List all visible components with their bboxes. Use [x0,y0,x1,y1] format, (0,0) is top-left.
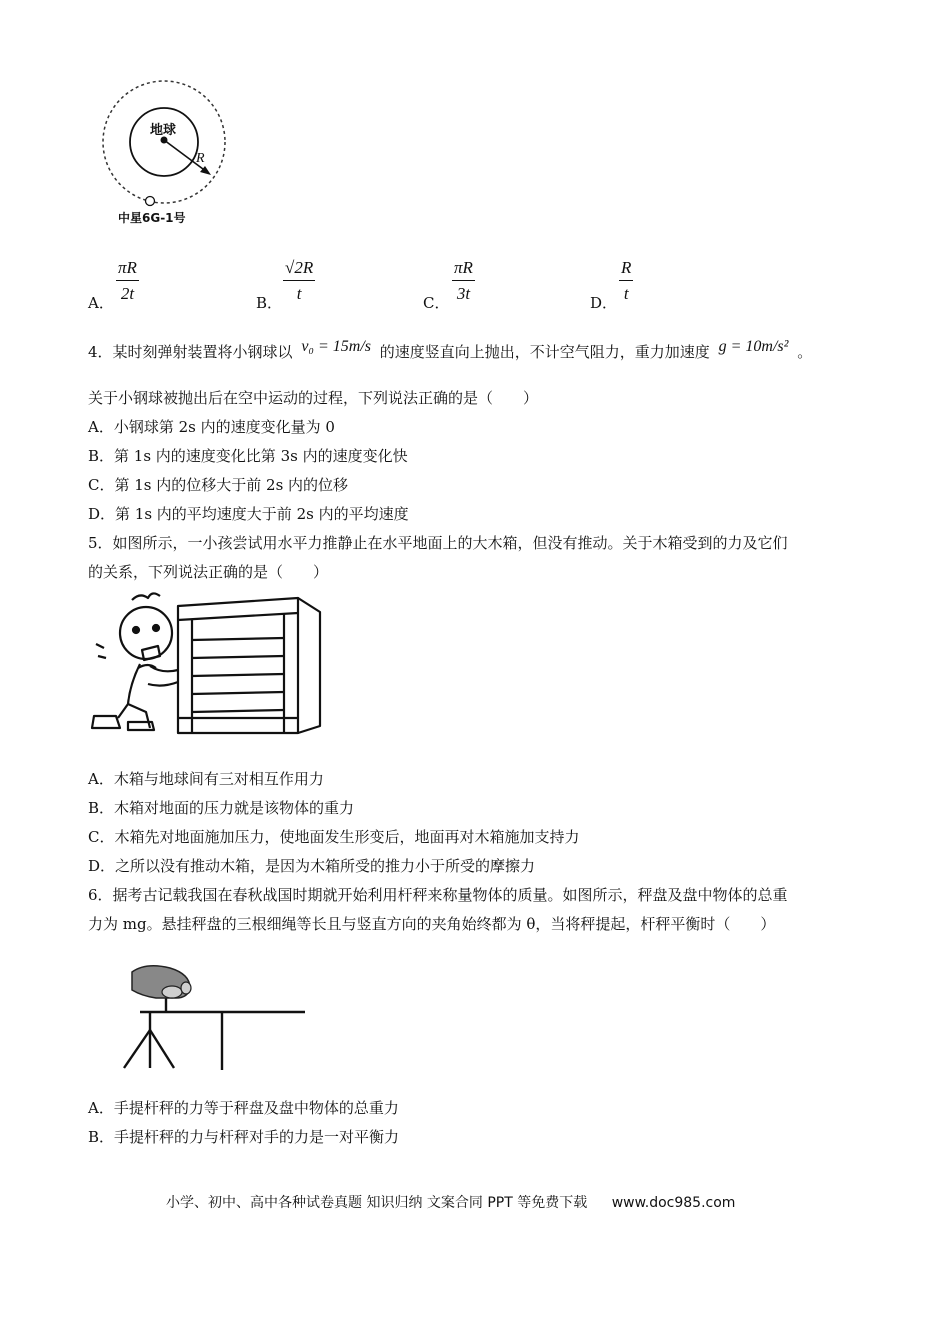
q4-stem-b: 的速度竖直向上抛出，不计空气阻力，重力加速度 [379,343,710,361]
q5-option-b: B．木箱对地面的压力就是该物体的重力 [88,799,355,817]
q4-option-d: D．第 1s 内的平均速度大于前 2s 内的平均速度 [88,505,409,523]
pan-string-right [150,1030,174,1068]
q3-option-b-den: t [296,284,302,303]
satellite-label: 中星6G-1号 [118,211,186,225]
q3-option-a-num: πR [116,258,139,281]
satellite [146,197,155,206]
q4-stem [88,338,813,363]
q6-option-b: B．手提杆秤的力与杆秤对手的力是一对平衡力 [88,1128,400,1146]
earth-label: 地球 [150,123,177,138]
q3-option-b-fraction [283,258,315,304]
q3-option-b-num: √2R [283,258,315,281]
child-head [120,607,172,659]
q3-option-c-fraction [452,258,475,304]
q5-stem2: 的关系，下列说法正确的是（ ） [88,563,329,581]
q6-stem1: 6．据考古记载我国在春秋战国时期就开始利用杆秤来称量物体的质量。如图所示，秤盘及盘中物体的总重 [88,886,788,904]
q4-v0: v₀ = 15m/s [301,338,372,355]
q3-option-d-num: R [619,258,633,281]
footer-url[interactable]: www.doc985.com [611,1195,736,1211]
q5-option-a: A．木箱与地球间有三对相互作用力 [88,770,324,788]
crate-side [298,598,320,733]
steelyard-figure [110,958,310,1073]
q5-option-c: C．木箱先对地面施加压力，使地面发生形变后，地面再对木箱施加支持力 [88,828,580,846]
q3-option-c-num: πR [452,258,475,281]
footer [166,1192,735,1212]
q4-g: g = 10m/s² [718,338,789,355]
hand [132,966,191,998]
radius-label: R [196,151,205,166]
q5-stem1: 5．如图所示，一小孩尝试用水平力推静止在水平地面上的大木箱，但没有推动。关于木箱受到的力及它们 [88,534,788,552]
q3-option-a-den: 2t [120,284,135,303]
q3-option-c-den: 3t [456,284,471,303]
pan-string-left [124,1030,150,1068]
q3-option-c-label: C． [423,294,450,312]
q4-stem2: 关于小钢球被抛出后在空中运动的过程，下列说法正确的是（ ） [88,389,539,407]
q4-option-b: B．第 1s 内的速度变化比第 3s 内的速度变化快 [88,447,408,465]
footer-text: 小学、初中、高中各种试卷真题 知识归纳 文案合同 PPT 等免费下载 [166,1195,588,1211]
q3-option-d-fraction [619,258,633,304]
q4-option-c: C．第 1s 内的位移大于前 2s 内的位移 [88,476,349,494]
q3-option-d-den: t [623,284,629,303]
child-pushing-crate-figure [88,588,333,738]
q3-option-b-label: B． [256,294,283,312]
orbit-figure [96,78,246,228]
q6-stem2: 力为 mg。悬挂秤盘的三根细绳等长且与竖直方向的夹角始终都为 θ，当将秤提起，杆秤平衡时（ ） [88,915,776,933]
q4-stem-a: 4．某时刻弹射装置将小钢球以 [88,343,293,361]
q3-option-a-fraction [116,258,139,304]
q3-option-a-label: A． [88,294,114,312]
q5-option-d: D．之所以没有推动木箱，是因为木箱所受的推力小于所受的摩擦力 [88,857,536,875]
q3-option-d-label: D． [590,294,618,312]
q4-stem-c: 。 [797,343,813,361]
q6-option-a: A．手提杆秤的力等于秤盘及盘中物体的总重力 [88,1099,399,1117]
q4-option-a: A．小钢球第 2s 内的速度变化量为 0 [88,418,335,436]
